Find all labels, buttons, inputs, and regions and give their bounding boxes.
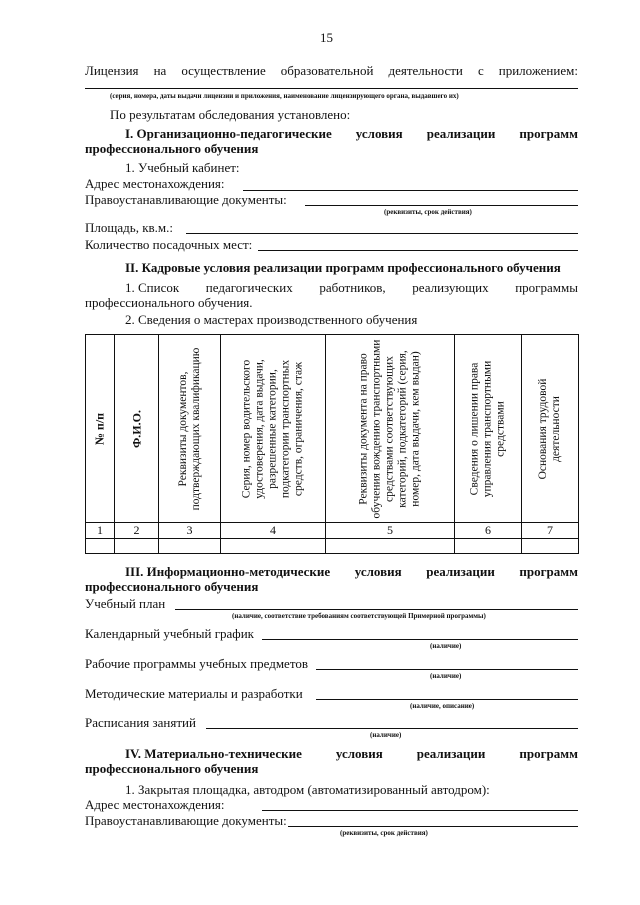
header-cell bbox=[522, 335, 579, 523]
table-cell[interactable] bbox=[115, 539, 159, 554]
plan-caption: (наличие, соответствие требованиям соответствующей Примерной программы) bbox=[232, 612, 486, 620]
address-fill-line bbox=[262, 810, 578, 811]
header-cell bbox=[159, 335, 221, 523]
plan-label: Учебный план bbox=[85, 596, 166, 611]
docs-fill-line bbox=[288, 826, 578, 827]
section4-heading bbox=[125, 746, 578, 761]
license-line bbox=[85, 63, 578, 78]
heading-word: программ bbox=[519, 746, 578, 761]
section1-heading bbox=[125, 126, 578, 141]
seats-fill-line bbox=[258, 250, 578, 251]
schedule-fill-line bbox=[206, 728, 578, 729]
header-cell bbox=[86, 335, 115, 523]
column-number: 2 bbox=[115, 523, 159, 539]
section4-heading-line2: профессионального обучения bbox=[85, 761, 259, 776]
section2-heading: II. Кадровые условия реализации программ профессионального обучения bbox=[125, 260, 561, 275]
section3-heading bbox=[125, 564, 578, 579]
header-cell bbox=[221, 335, 326, 523]
heading-word: I. Организационно-педагогические bbox=[125, 126, 332, 141]
table-row bbox=[86, 539, 579, 554]
heading-word: условия bbox=[354, 564, 402, 579]
table-cell[interactable] bbox=[221, 539, 326, 554]
methods-caption: (наличие, описание) bbox=[410, 702, 475, 710]
section3-heading-line2: профессионального обучения bbox=[85, 579, 259, 594]
table-cell[interactable] bbox=[326, 539, 455, 554]
masters-item: 2. Сведения о мастерах производственного обучения bbox=[125, 312, 418, 327]
column-number: 6 bbox=[455, 523, 522, 539]
calendar-fill-line bbox=[262, 639, 578, 640]
column-number: 1 bbox=[86, 523, 115, 539]
license-word: образовательной bbox=[280, 63, 374, 78]
schedule-caption: (наличие) bbox=[370, 731, 402, 739]
programs-fill-line bbox=[316, 669, 578, 670]
address-label: Адрес местонахождения: bbox=[85, 797, 225, 812]
address-label: Адрес местонахождения: bbox=[85, 176, 225, 191]
methods-fill-line bbox=[316, 699, 578, 700]
section1-heading-line2: профессионального обучения bbox=[85, 141, 259, 156]
header-label: Реквизиты документа на право обучения вождению транспортными средствами соответствующих категорий, подкатегорий (серия, номер, дата выдачи, кем выдан) bbox=[357, 339, 422, 518]
text-word: программы bbox=[515, 280, 578, 295]
column-number: 7 bbox=[522, 523, 579, 539]
column-number: 5 bbox=[326, 523, 455, 539]
table-cell[interactable] bbox=[159, 539, 221, 554]
methods-label: Методические материалы и разработки bbox=[85, 686, 303, 701]
page-number: 15 bbox=[320, 30, 333, 45]
staff-list-item bbox=[125, 280, 578, 295]
docs-label: Правоустанавливающие документы: bbox=[85, 813, 287, 828]
table-cell[interactable] bbox=[86, 539, 115, 554]
header-label: Сведения о лишении права управления транспортными средствами bbox=[468, 360, 507, 497]
heading-word: реализации bbox=[426, 564, 495, 579]
heading-word: условия bbox=[335, 746, 383, 761]
testing-ground-item: 1. Закрытая площадка, автодром (автоматизированный автодром): bbox=[125, 782, 490, 797]
staff-list-line2: профессионального обучения. bbox=[85, 295, 253, 310]
heading-word: III. Информационно-методические bbox=[125, 564, 331, 579]
docs-fill-line bbox=[305, 205, 578, 206]
survey-intro: По результатам обследования установлено: bbox=[110, 107, 351, 122]
plan-fill-line bbox=[175, 609, 578, 610]
license-word: осуществление bbox=[181, 63, 266, 78]
table-cell[interactable] bbox=[522, 539, 579, 554]
docs-caption: (реквизиты, срок действия) bbox=[340, 829, 428, 837]
heading-word: условия bbox=[355, 126, 403, 141]
schedule-label: Расписания занятий bbox=[85, 715, 196, 730]
text-word: 1. Список bbox=[125, 280, 180, 295]
docs-label: Правоустанавливающие документы: bbox=[85, 192, 287, 207]
heading-word: программ bbox=[519, 564, 578, 579]
docs-caption: (реквизиты, срок действия) bbox=[384, 208, 472, 216]
license-word: деятельности bbox=[388, 63, 463, 78]
address-fill-line bbox=[243, 190, 578, 191]
header-cell bbox=[455, 335, 522, 523]
heading-word: реализации bbox=[416, 746, 486, 761]
text-word: реализующих bbox=[412, 280, 489, 295]
area-label: Площадь, кв.м.: bbox=[85, 220, 173, 235]
header-label: Серия, номер водительского удостоверения, дата выдачи, разрешенные категории, подкатегории транспортных средств, ограничения, стаж bbox=[240, 358, 305, 499]
header-label: Основания трудовой деятельности bbox=[537, 378, 562, 479]
license-word: с bbox=[477, 63, 484, 78]
header-cell bbox=[326, 335, 455, 523]
masters-table bbox=[85, 334, 579, 554]
table-row bbox=[86, 523, 579, 539]
calendar-label: Календарный учебный график bbox=[85, 626, 254, 641]
license-word: на bbox=[153, 63, 167, 78]
classroom-item: 1. Учебный кабинет: bbox=[125, 160, 240, 175]
column-number: 3 bbox=[159, 523, 221, 539]
seats-label: Количество посадочных мест: bbox=[85, 237, 253, 252]
heading-word: реализации bbox=[426, 126, 496, 141]
header-cell bbox=[115, 335, 159, 523]
table-cell[interactable] bbox=[455, 539, 522, 554]
calendar-caption: (наличие) bbox=[430, 642, 462, 650]
heading-word: программ bbox=[519, 126, 578, 141]
license-fill-line bbox=[85, 88, 578, 89]
header-label: Реквизиты документов, подтверждающих квалификацию bbox=[176, 347, 202, 510]
text-word: работников, bbox=[319, 280, 386, 295]
license-word: Лицензия bbox=[85, 63, 139, 78]
license-word: приложением: bbox=[498, 63, 578, 78]
heading-word: IV. Материально-технические bbox=[125, 746, 302, 761]
area-fill-line bbox=[186, 233, 578, 234]
license-caption: (серия, номера, даты выдачи лицензии и приложения, наименование лицензирующего органа, выдавшего их) bbox=[110, 92, 459, 100]
text-word: педагогических bbox=[205, 280, 293, 295]
column-number: 4 bbox=[221, 523, 326, 539]
header-label: Ф.И.О. bbox=[129, 409, 143, 448]
programs-caption: (наличие) bbox=[430, 672, 462, 680]
programs-label: Рабочие программы учебных предметов bbox=[85, 656, 308, 671]
header-label: № п/п bbox=[92, 412, 107, 445]
